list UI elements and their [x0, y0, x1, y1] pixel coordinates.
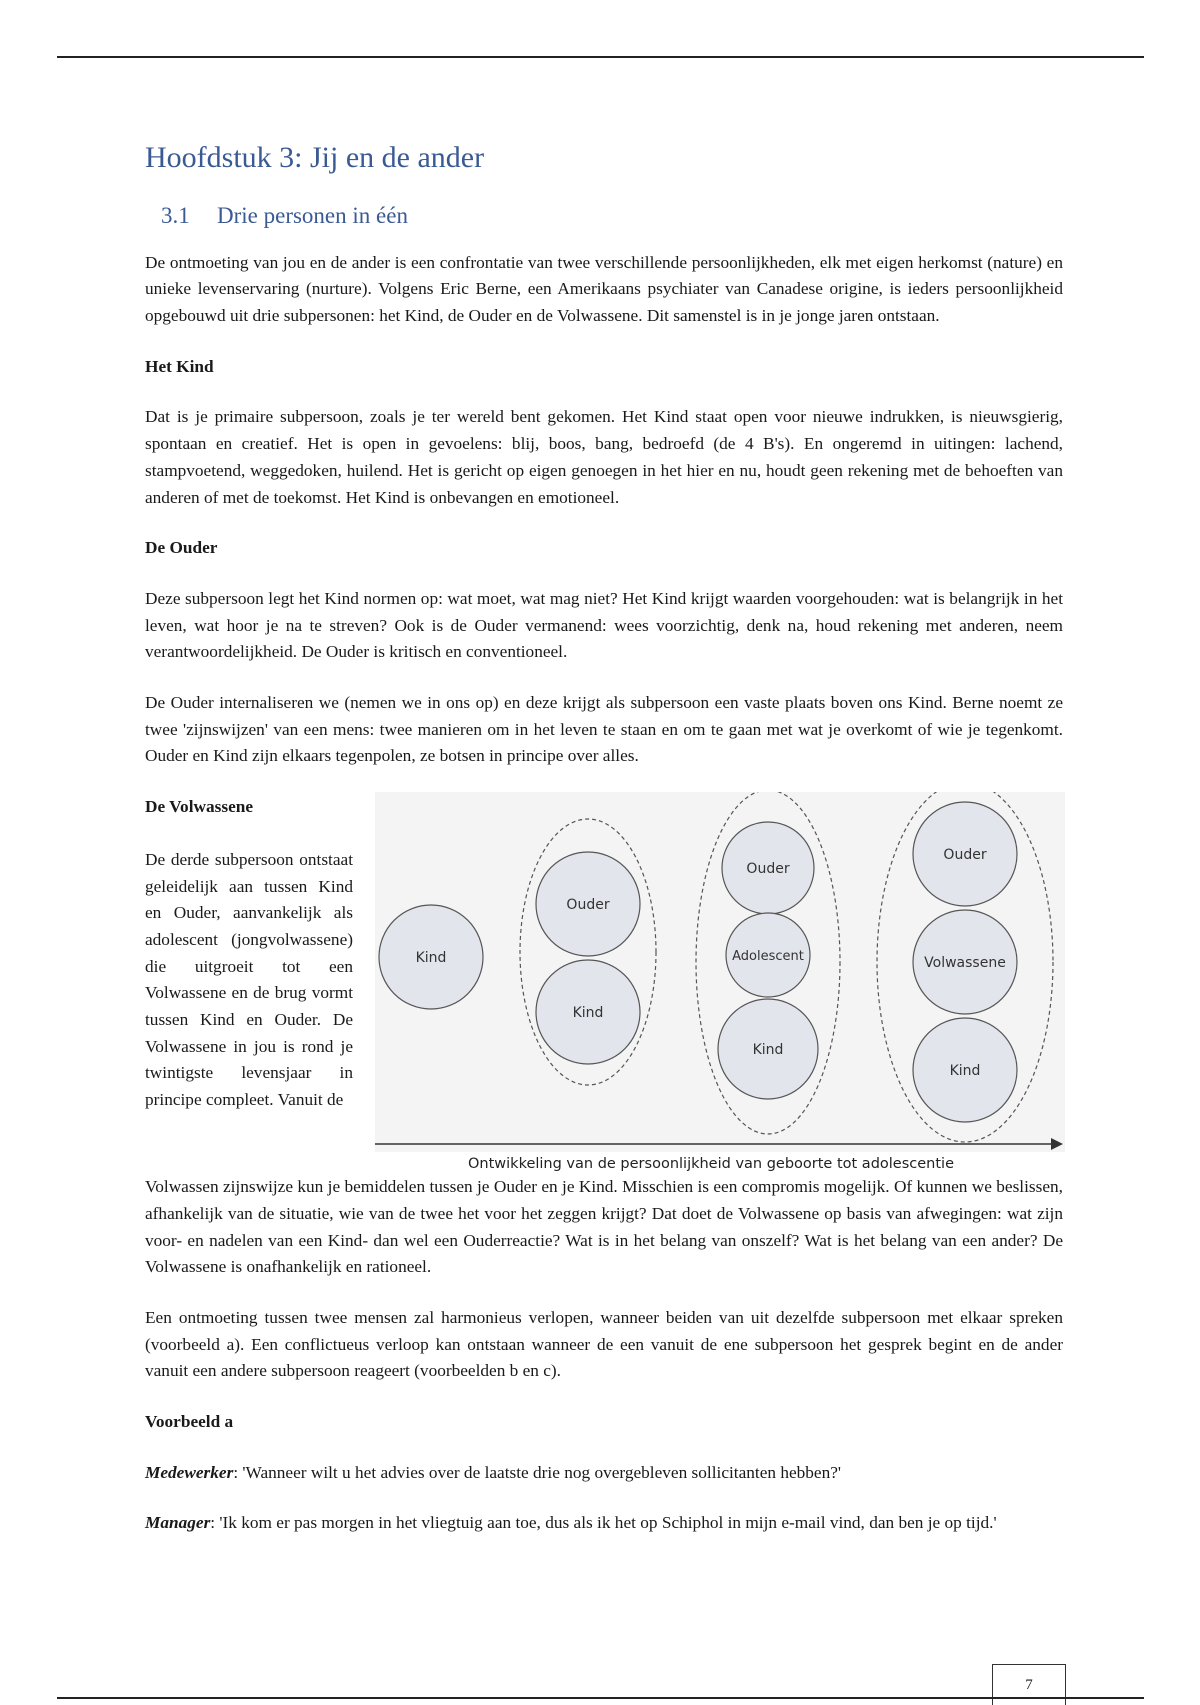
- section-title-text: Drie personen in één: [217, 203, 408, 228]
- stage4-ouder-label: Ouder: [943, 847, 987, 864]
- page-number: 7: [992, 1664, 1066, 1705]
- stage3-adolescent-label: Adolescent: [732, 949, 804, 965]
- footer-rule: [57, 1697, 1144, 1699]
- figure-caption: Ontwikkeling van de persoonlijkheid van geboorte tot adolescentie: [468, 1156, 954, 1173]
- ouder-paragraph-1: Deze subpersoon legt het Kind normen op: wat moet, wat mag niet? Het Kind krijgt waarden voorgehouden: wat is belangrijk in het leven, wat hoor je na te streven? Ook is de Ouder vermanend: wees voorzichtig, denk na, houd rekening met anderen, neem verantwoordelijkheid. De Ouder is kritisch en conventioneel.: [145, 588, 1063, 662]
- chapter-title: Hoofdstuk 3: Jij en de ander: [145, 141, 485, 174]
- volwassene-figure-block: [145, 794, 1063, 1174]
- stage4-kind-label: Kind: [949, 1063, 981, 1080]
- section-title: [145, 202, 1063, 230]
- stage2-kind-label: Kind: [572, 1005, 604, 1022]
- volwassene-side-text: De derde subpersoon ontstaat geleidelijk aan tussen Kind en Ouder, aanvankelijk als adolescent (jongvolwassene) die uitgroeit tot een Volwassene en de brug vormt tussen Kind en Ouder. De Volwassene in jou is rond je twintigste levensjaar in principe compleet. Vanuit de: [145, 849, 353, 1110]
- voorbeeld-a-heading: Voorbeeld a: [145, 1412, 234, 1432]
- volwassene-heading: De Volwassene: [145, 797, 254, 817]
- stage3-ouder-label: Ouder: [746, 861, 790, 878]
- meeting-paragraph: Een ontmoeting tussen twee mensen zal harmonieus verlopen, wanneer beiden van uit dezelfde subpersoon met elkaar spreken (voorbeeld a). Een conflictueus verloop kan ontstaan wanneer de een vanuit de ene subpersoon het gesprek begint en de ander vanuit een andere subpersoon reageert (voorbeelden b en c).: [145, 1307, 1063, 1381]
- voorbeeld-a-line-2: [145, 1510, 1063, 1537]
- header-rule: [57, 56, 1144, 58]
- section-number: 3.1: [161, 203, 190, 228]
- volwassene-paragraph-continued: Volwassen zijnswijze kun je bemiddelen tussen je Ouder en je Kind. Misschien is een compromis mogelijk. Of kunnen we beslissen, afhankelijk van de situatie, wie van de twee het voor het zeggen krijgt? Dat doet de Volwassene op basis van afwegingen: wat zijn voor- en nadelen van een Kind- dan wel een Ouderreactie? Wat is in het belang van onszelf? Wat is het belang van een ander? De Volwassene is onafhankelijk en rationeel.: [145, 1177, 1063, 1277]
- speaker-medewerker: Medewerker: [145, 1462, 234, 1482]
- speaker-manager: Manager: [145, 1513, 211, 1533]
- kind-paragraph: Dat is je primaire subpersoon, zoals je ter wereld bent gekomen. Het Kind staat open voor nieuwe indrukken, is nieuwsgierig, spontaan en creatief. Het is open in gevoelens: blij, boos, bang, bedroefd (de 4 B's). En ongeremd in uitingen: lachend, stampvoetend, weggedoken, huilend. Het is gericht op eigen genoegen in het hier en nu, houdt geen rekening met de behoeften van anderen of met de toekomst. Het Kind is onbevangen en emotioneel.: [145, 407, 1063, 507]
- document-body: [145, 140, 1063, 1561]
- stage1-kind-label: Kind: [415, 950, 447, 967]
- kind-heading: Het Kind: [145, 356, 214, 376]
- stage4-volwassene-label: Volwassene: [924, 955, 1006, 972]
- stage3-kind-label: Kind: [752, 1042, 784, 1059]
- stage2-ouder-label: Ouder: [566, 897, 610, 914]
- line-medewerker: : 'Wanneer wilt u het advies over de laatste drie nog overgebleven sollicitanten hebben?': [233, 1462, 842, 1482]
- volwassene-side-column: [145, 794, 353, 1114]
- personality-diagram: [375, 792, 1065, 1175]
- intro-paragraph: De ontmoeting van jou en de ander is een confrontatie van twee verschillende persoonlijkheden, elk met eigen herkomst (nature) en unieke levenservaring (nurture). Volgens Eric Berne, een Amerikaans psychiater van Canadese origine, is ieders persoonlijkheid opgebouwd uit drie subpersonen: het Kind, de Ouder en de Volwassene. Dit samenstel is in je jonge jaren ontstaan.: [145, 252, 1063, 325]
- line-manager: : 'Ik kom er pas morgen in het vliegtuig aan toe, dus als ik het op Schiphol in mijn e-mail vind, dan ben je op tijd.': [210, 1513, 997, 1533]
- personality-development-figure: [375, 792, 1065, 1175]
- voorbeeld-a-line-1: [145, 1460, 1063, 1487]
- ouder-heading: De Ouder: [145, 538, 218, 558]
- ouder-paragraph-2: De Ouder internaliseren we (nemen we in ons op) en deze krijgt als subpersoon een vaste plaats boven ons Kind. Berne noemt ze twee 'zijnswijzen' van een mens: twee manieren om in het leven te staan en om te gaan met wat je overkomt of wie je tegenkomt. Ouder en Kind zijn elkaars tegenpolen, ze botsen in principe over alles.: [145, 693, 1063, 766]
